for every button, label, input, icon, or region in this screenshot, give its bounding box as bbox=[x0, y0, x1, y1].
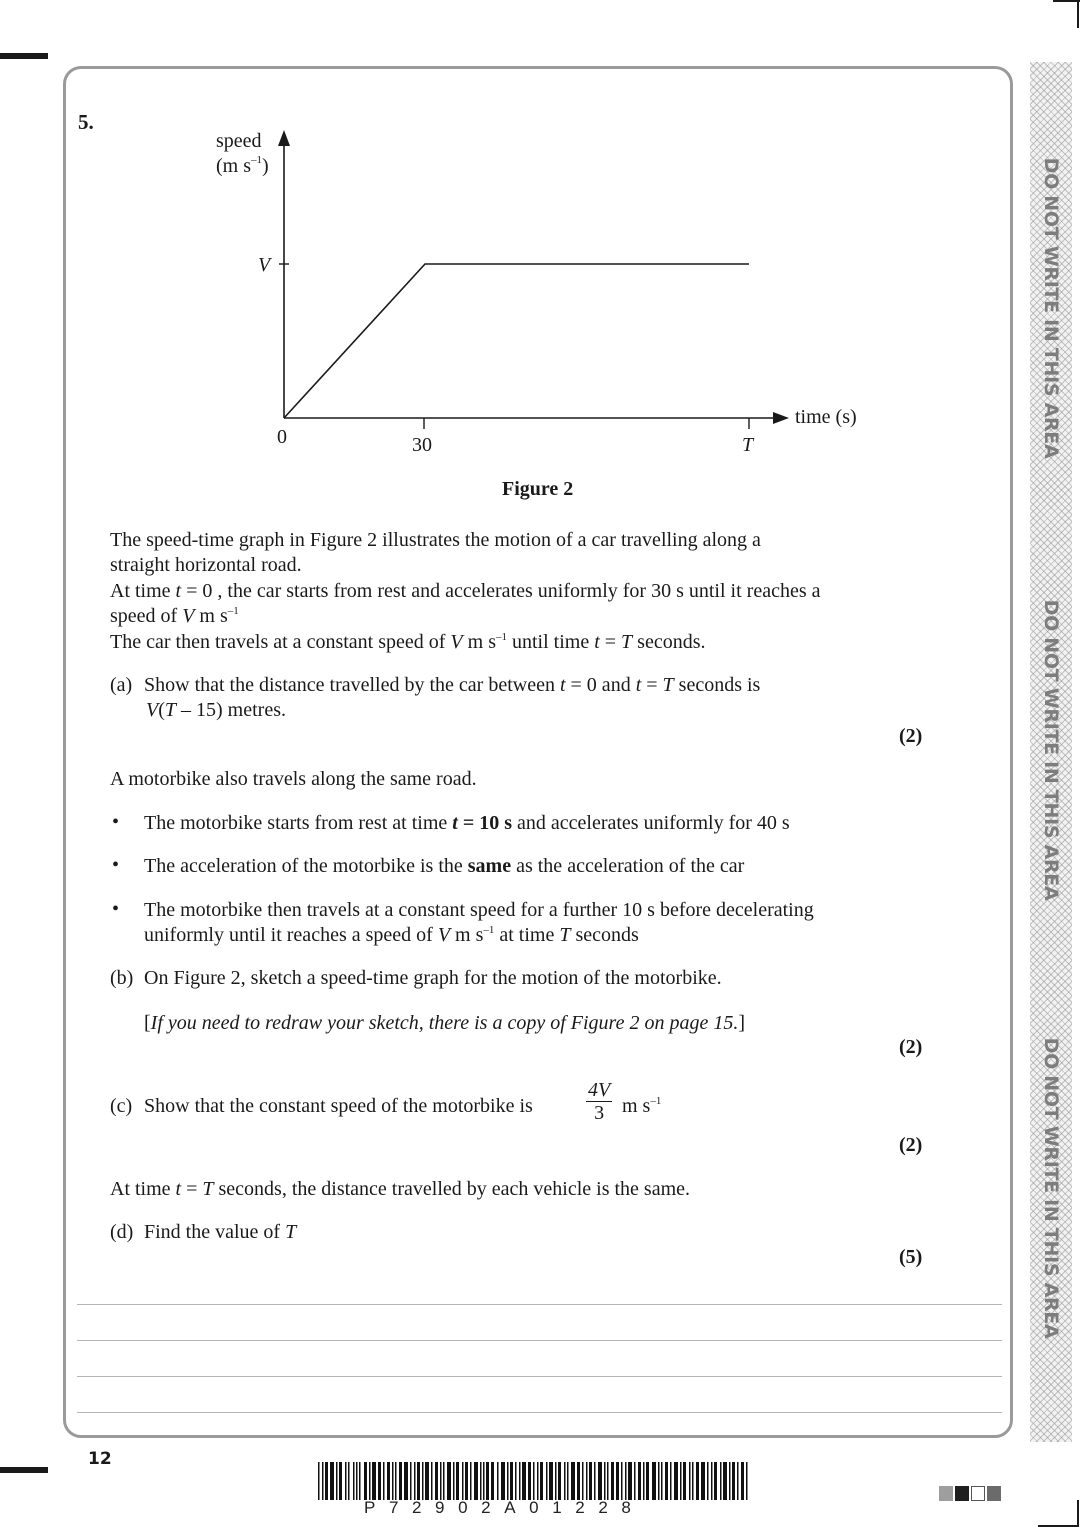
answer-line-3[interactable] bbox=[77, 1376, 1002, 1377]
var-V: V bbox=[182, 605, 195, 627]
margin-warning-1: DO NOT WRITE IN THIS AREA bbox=[1040, 157, 1062, 459]
barcode-icon bbox=[318, 1462, 750, 1500]
bullet-2-symbol: • bbox=[112, 854, 120, 876]
part-c-marks: (2) bbox=[899, 1134, 923, 1156]
text: At time bbox=[110, 580, 176, 602]
var-T: T bbox=[662, 674, 674, 696]
text: The motorbike starts from rest at time bbox=[144, 812, 453, 834]
crop-mark-bottom-right-v bbox=[1077, 1500, 1079, 1527]
text: seconds. bbox=[632, 631, 706, 653]
y-axis-label-speed: speed bbox=[216, 130, 262, 152]
part-d-marks: (5) bbox=[899, 1246, 923, 1268]
text: = bbox=[181, 1178, 203, 1200]
part-c-unit bbox=[622, 1094, 661, 1119]
part-a-line-1 bbox=[144, 673, 760, 698]
x-axis-label: time (s) bbox=[795, 406, 857, 428]
x-tick-label-30: 30 bbox=[412, 434, 432, 456]
unit: m s bbox=[622, 1095, 651, 1117]
part-c-label: (c) bbox=[110, 1095, 133, 1117]
bullet-3-line-2 bbox=[144, 923, 639, 948]
text: seconds bbox=[570, 924, 639, 946]
var-t: t bbox=[175, 1178, 182, 1200]
swatch-white bbox=[971, 1486, 985, 1501]
answer-line-1[interactable] bbox=[77, 1304, 1002, 1305]
equal-distance-condition bbox=[110, 1177, 690, 1202]
unit: m s bbox=[462, 631, 496, 653]
text: At time bbox=[110, 1178, 176, 1200]
bullet-2-text bbox=[144, 854, 744, 879]
part-c-text: Show that the constant speed of the motorbike is bbox=[144, 1095, 533, 1117]
crop-mark-bottom-right-h bbox=[1038, 1525, 1078, 1527]
part-d-text bbox=[144, 1220, 296, 1245]
y-tick-label-V: V bbox=[258, 254, 271, 276]
fraction-numerator: 4V bbox=[588, 1079, 611, 1101]
text: The acceleration of the motorbike is the bbox=[144, 855, 468, 877]
text: = bbox=[641, 674, 663, 696]
motorbike-intro: A motorbike also travels along the same road. bbox=[110, 768, 477, 790]
var-T: T bbox=[559, 924, 571, 946]
text: Find the value of bbox=[144, 1221, 286, 1243]
text: as the acceleration of the car bbox=[511, 855, 745, 877]
part-d-label: (d) bbox=[110, 1221, 134, 1243]
bracket: [ bbox=[144, 1012, 151, 1034]
part-b-marks: (2) bbox=[899, 1036, 923, 1058]
intro-line-2: straight horizontal road. bbox=[110, 554, 302, 576]
swatch-grey bbox=[939, 1486, 953, 1501]
page-number: 12 bbox=[88, 1449, 112, 1469]
swatch-dark-grey bbox=[987, 1486, 1001, 1501]
margin-warning-2: DO NOT WRITE IN THIS AREA bbox=[1040, 599, 1062, 901]
question-number: 5. bbox=[78, 110, 94, 134]
text: seconds, the distance travelled by each vehicle is the same. bbox=[213, 1178, 690, 1200]
var-t: t bbox=[559, 674, 566, 696]
var-t: t bbox=[452, 812, 458, 834]
x-tick-label-T: T bbox=[742, 434, 754, 456]
var-t: t bbox=[635, 674, 642, 696]
bullet-1-text bbox=[144, 811, 790, 836]
unit: m s bbox=[450, 924, 484, 946]
part-b-label: (b) bbox=[110, 967, 134, 989]
margin-warning-3: DO NOT WRITE IN THIS AREA bbox=[1040, 1037, 1062, 1339]
bullet-3-symbol: • bbox=[112, 898, 120, 920]
text: = 0 and bbox=[565, 674, 636, 696]
text-bold: = 10 s bbox=[457, 812, 513, 834]
var-V: V bbox=[437, 924, 451, 946]
var-T: T bbox=[621, 631, 633, 653]
var-T: T bbox=[202, 1178, 214, 1200]
text-bold: same bbox=[467, 855, 512, 877]
unit-exponent: –1 bbox=[650, 1095, 662, 1107]
text: uniformly until it reaches a speed of bbox=[144, 924, 438, 946]
unit-exponent: –1 bbox=[227, 605, 239, 617]
part-a-label: (a) bbox=[110, 674, 133, 696]
var-t: t bbox=[594, 631, 600, 653]
text: Show that the distance travelled by the car between bbox=[144, 674, 560, 696]
part-b-text: On Figure 2, sketch a speed-time graph for the motion of the motorbike. bbox=[144, 967, 722, 989]
y-axis-arrow-icon bbox=[278, 130, 290, 146]
var-V: V bbox=[146, 699, 159, 721]
answer-line-4[interactable] bbox=[77, 1412, 1002, 1413]
car-speed-line bbox=[284, 264, 749, 418]
part-a-marks: (2) bbox=[899, 725, 923, 747]
intro-line-5 bbox=[110, 630, 706, 655]
answer-line-2[interactable] bbox=[77, 1340, 1002, 1341]
y-axis-label-unit: (m $s^{-1}$) bbox=[216, 154, 269, 177]
text: = 0 , the car starts from rest and accelerates uniformly for 30 s until it reaches a bbox=[181, 580, 821, 602]
var-T: T bbox=[285, 1221, 297, 1243]
fraction bbox=[586, 1079, 612, 1124]
bullet-3-line-1: The motorbike then travels at a constant speed for a further 10 s before decelerating bbox=[144, 899, 814, 921]
part-a-line-2 bbox=[146, 698, 286, 723]
unit: m s bbox=[194, 605, 228, 627]
intro-line-1: The speed-time graph in Figure 2 illustrates the motion of a car travelling along a bbox=[110, 529, 761, 551]
fraction-denominator: 3 bbox=[594, 1102, 605, 1124]
text: until time bbox=[506, 631, 595, 653]
x-tick-label-0: 0 bbox=[277, 426, 287, 448]
text: speed of bbox=[110, 605, 183, 627]
swatch-black bbox=[955, 1486, 969, 1501]
text: The car then travels at a constant speed of bbox=[110, 631, 451, 653]
text: ( bbox=[158, 699, 165, 721]
bracket: ] bbox=[738, 1012, 745, 1034]
text: = bbox=[599, 631, 622, 653]
intro-line-4 bbox=[110, 604, 239, 629]
part-c-fraction bbox=[580, 1079, 618, 1124]
unit-exponent: –1 bbox=[495, 631, 507, 643]
barcode-number: P72902A01228 bbox=[364, 1498, 645, 1517]
text: – 15) metres. bbox=[176, 699, 286, 721]
text: at time bbox=[494, 924, 560, 946]
unit-exponent: –1 bbox=[483, 924, 495, 936]
speed-time-graph bbox=[0, 0, 1080, 520]
crop-mark-bottom-left bbox=[0, 1467, 48, 1473]
var-t: t bbox=[175, 580, 182, 602]
text: seconds is bbox=[673, 674, 761, 696]
part-b-note bbox=[144, 1011, 745, 1036]
bullet-1-symbol: • bbox=[112, 811, 120, 833]
var-T: T bbox=[164, 699, 177, 721]
var-V: V bbox=[450, 631, 463, 653]
note-text: If you need to redraw your sketch, there is a copy of Figure 2 on page 15. bbox=[150, 1012, 739, 1034]
figure-caption: Figure 2 bbox=[502, 478, 574, 500]
text: and accelerates uniformly for 40 s bbox=[512, 812, 790, 834]
intro-line-3 bbox=[110, 579, 820, 604]
x-axis-arrow-icon bbox=[773, 412, 789, 424]
